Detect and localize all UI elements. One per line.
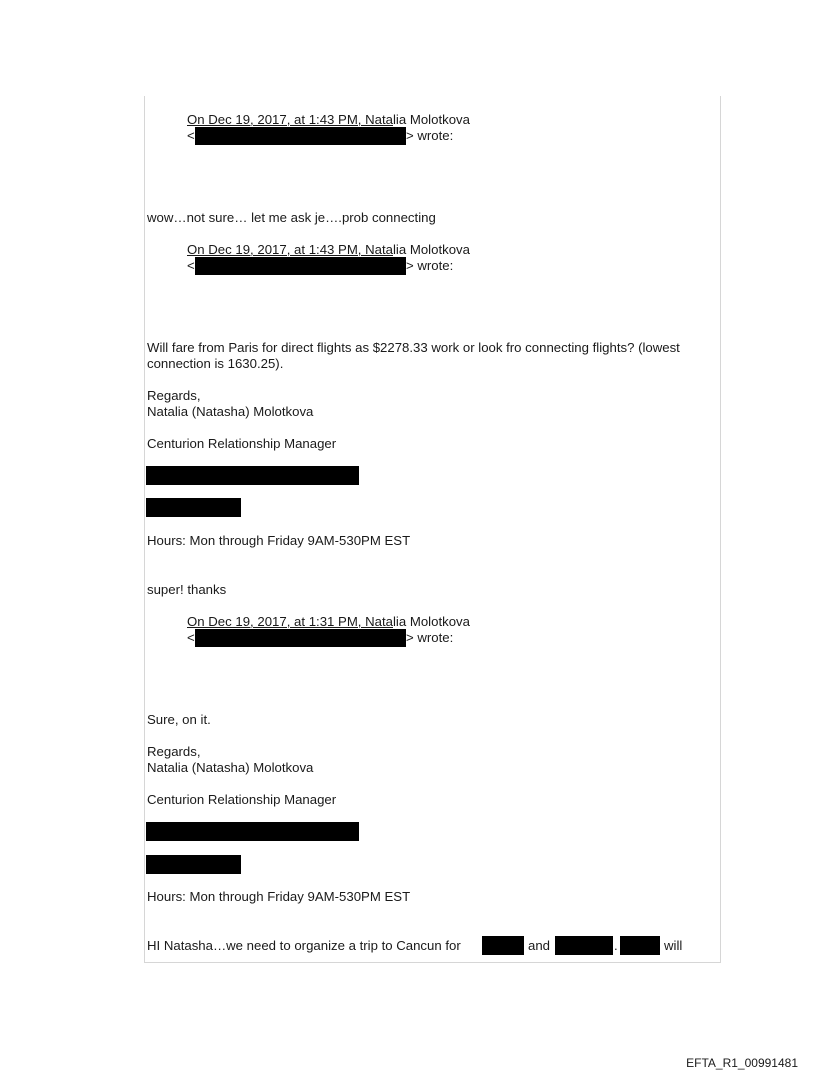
- quote-header: [187, 614, 470, 630]
- message-wow: wow…not sure… let me ask je….prob connecting: [147, 210, 436, 225]
- message-super: super! thanks: [147, 582, 227, 597]
- signature-regards: Regards,: [147, 744, 201, 759]
- message-fare-line2: connection is 1630.25).: [147, 356, 284, 371]
- message-cancun-part3: .: [614, 938, 618, 953]
- redaction-block: [620, 936, 660, 955]
- quote-wrote: > wrote:: [406, 258, 454, 273]
- quote-header-sender: lia Molotkova: [393, 112, 470, 127]
- signature-regards: Regards,: [147, 388, 201, 403]
- message-sure: Sure, on it.: [147, 712, 211, 727]
- redaction-block: [482, 936, 524, 955]
- message-cancun-part2: and: [528, 938, 551, 953]
- document-id-footer: EFTA_R1_00991481: [686, 1056, 798, 1070]
- quote-email-open: <: [187, 258, 195, 273]
- quote-header: [187, 242, 470, 258]
- quote-header-sender: lia Molotkova: [393, 242, 470, 257]
- quote-email-open: <: [187, 630, 195, 645]
- redaction-block: [555, 936, 613, 955]
- quote-email-open: <: [187, 128, 195, 143]
- quote-header-date: On Dec 19, 2017, at 1:43 PM, Nata: [187, 112, 393, 127]
- message-cancun-part4: will: [664, 938, 683, 953]
- redaction-block: [195, 127, 406, 145]
- redaction-block: [146, 466, 359, 485]
- redaction-block: [146, 822, 359, 841]
- signature-name: Natalia (Natasha) Molotkova: [147, 760, 314, 775]
- quote-header-date: On Dec 19, 2017, at 1:43 PM, Nata: [187, 242, 393, 257]
- message-cancun-part1: HI Natasha…we need to organize a trip to Cancun for: [147, 938, 461, 953]
- signature-hours: Hours: Mon through Friday 9AM-530PM EST: [147, 533, 411, 548]
- quote-header-sender: lia Molotkova: [393, 614, 470, 629]
- redaction-block: [146, 498, 241, 517]
- message-fare-line1: Will fare from Paris for direct flights as $2278.33 work or look fro connecting flights? (lowest: [147, 340, 680, 355]
- redaction-block: [195, 257, 406, 275]
- quote-wrote: > wrote:: [406, 630, 454, 645]
- signature-title: Centurion Relationship Manager: [147, 792, 337, 807]
- redaction-block: [146, 855, 241, 874]
- quote-header: [187, 112, 470, 128]
- quote-wrote: > wrote:: [406, 128, 454, 143]
- redaction-block: [195, 629, 406, 647]
- signature-hours: Hours: Mon through Friday 9AM-530PM EST: [147, 889, 411, 904]
- quote-header-date: On Dec 19, 2017, at 1:31 PM, Nata: [187, 614, 393, 629]
- signature-name: Natalia (Natasha) Molotkova: [147, 404, 314, 419]
- signature-title: Centurion Relationship Manager: [147, 436, 337, 451]
